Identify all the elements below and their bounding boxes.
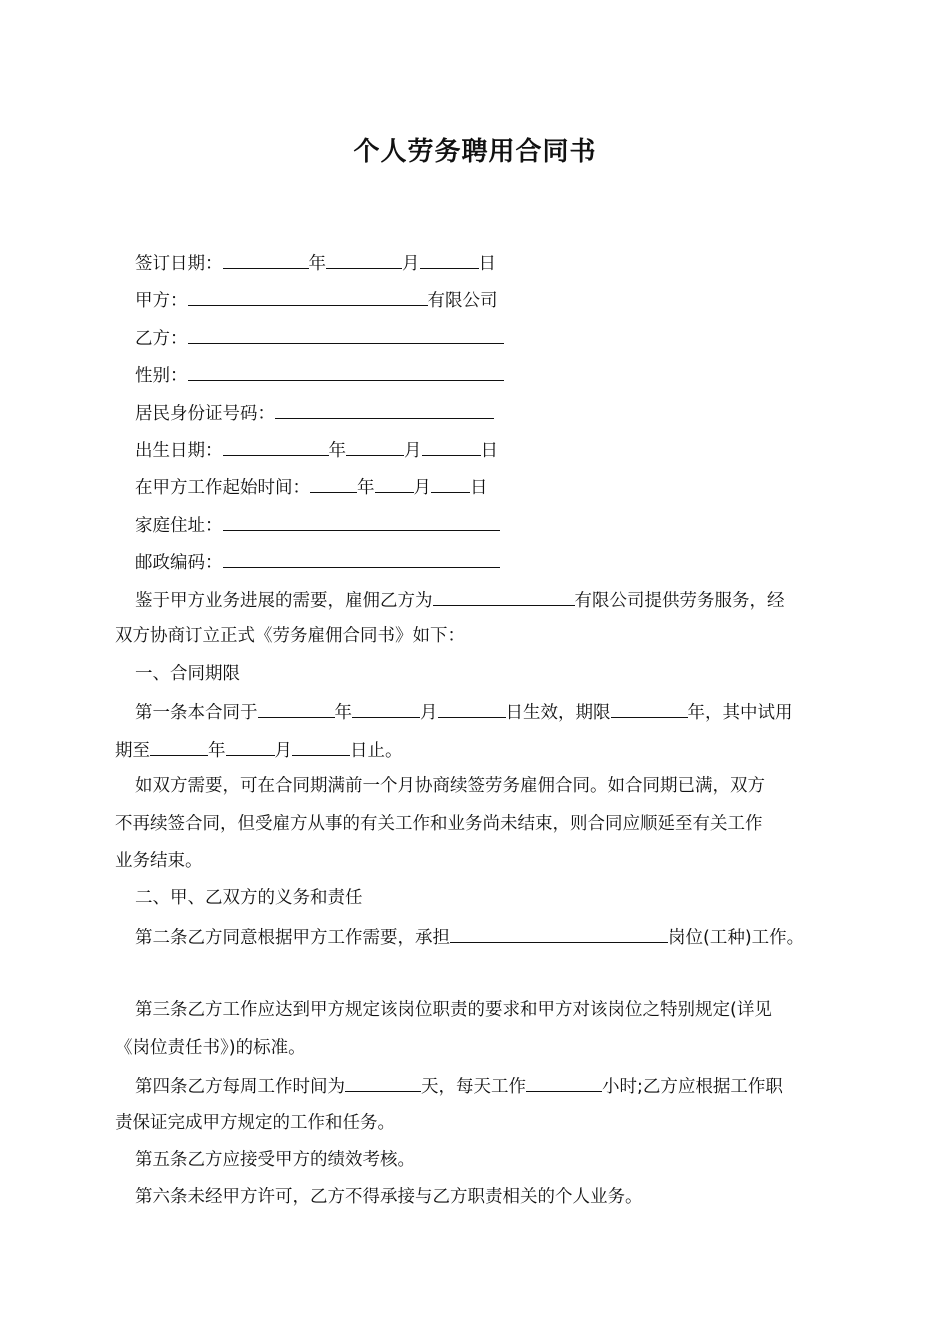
article-4-text: 小时;乙方应根据工作职 <box>602 1077 783 1097</box>
year-label: 年 <box>357 478 375 498</box>
address-line <box>135 511 500 539</box>
work-start-year-blank[interactable] <box>310 473 357 493</box>
sign-date-month-blank[interactable] <box>326 249 402 269</box>
company-blank[interactable] <box>433 586 575 606</box>
month-label: 月 <box>413 478 431 498</box>
gender-label: 性别： <box>135 366 188 386</box>
section-heading-duties: 二、甲、乙双方的义务和责任 <box>135 888 363 908</box>
party-a-label: 甲方： <box>135 291 188 311</box>
sign-date-line <box>135 249 496 277</box>
article-1-text: 第一条本合同于 <box>135 703 258 723</box>
party-a-line <box>135 286 498 314</box>
intro-line-1 <box>135 586 785 614</box>
effective-day-blank[interactable] <box>438 698 506 718</box>
birth-date-line <box>135 436 498 464</box>
article-1-text: 期至 <box>115 741 150 761</box>
article-4-text: 天，每天工作 <box>421 1077 526 1097</box>
month-label: 月 <box>402 254 420 274</box>
effective-month-blank[interactable] <box>352 698 420 718</box>
party-a-blank[interactable] <box>188 286 428 306</box>
article-4-line-1 <box>135 1072 783 1100</box>
year-label: 年 <box>334 703 352 723</box>
postcode-blank[interactable] <box>223 548 500 568</box>
birth-date-month-blank[interactable] <box>346 436 404 456</box>
article-5: 第五条乙方应接受甲方的绩效考核。 <box>135 1150 415 1170</box>
id-number-blank[interactable] <box>275 399 494 419</box>
article-1-text: 日生效，期限 <box>505 703 611 723</box>
work-days-blank[interactable] <box>345 1072 421 1092</box>
address-label: 家庭住址： <box>135 516 223 536</box>
party-b-line <box>135 324 504 352</box>
article-2-text: 岗位(工种)工作。 <box>668 928 805 948</box>
document-title: 个人劳务聘用合同书 <box>353 137 597 167</box>
term-years-blank[interactable] <box>611 698 688 718</box>
month-label: 月 <box>404 441 422 461</box>
section-heading-term: 一、合同期限 <box>135 664 240 684</box>
postcode-label: 邮政编码： <box>135 553 223 573</box>
article-1-text: 年，其中试用 <box>687 703 793 723</box>
article-4-text: 第四条乙方每周工作时间为 <box>135 1077 345 1097</box>
sign-date-label: 签订日期： <box>135 254 223 274</box>
party-a-suffix: 有限公司 <box>427 291 498 311</box>
intro-text-2: 有限公司提供劳务服务，经 <box>574 591 785 611</box>
gender-blank[interactable] <box>188 361 504 381</box>
work-start-line <box>135 473 488 501</box>
work-start-label: 在甲方工作起始时间： <box>135 478 310 498</box>
day-label: 日 <box>470 478 488 498</box>
intro-text-1: 鉴于甲方业务进展的需要，雇佣乙方为 <box>135 591 433 611</box>
id-number-label: 居民身份证号码： <box>135 404 275 424</box>
year-label: 年 <box>308 254 326 274</box>
work-start-month-blank[interactable] <box>375 473 414 493</box>
birth-date-day-blank[interactable] <box>422 436 481 456</box>
month-label: 月 <box>274 741 292 761</box>
article-3-line-2: 《岗位责任书》)的标准。 <box>115 1038 306 1058</box>
year-label: 年 <box>328 441 346 461</box>
effective-year-blank[interactable] <box>258 698 335 718</box>
article-1-line-1 <box>135 698 793 726</box>
day-label: 日 <box>478 254 496 274</box>
position-blank[interactable] <box>450 923 668 943</box>
article-2-line <box>135 923 804 951</box>
work-start-day-blank[interactable] <box>431 473 470 493</box>
birth-date-label: 出生日期： <box>135 441 223 461</box>
birth-date-year-blank[interactable] <box>223 436 329 456</box>
sign-date-day-blank[interactable] <box>420 249 479 269</box>
address-blank[interactable] <box>223 511 500 531</box>
probation-month-blank[interactable] <box>226 736 275 756</box>
article-1-text: 日止。 <box>350 741 403 761</box>
probation-day-blank[interactable] <box>292 736 350 756</box>
article-3-line-1: 第三条乙方工作应达到甲方规定该岗位职责的要求和甲方对该岗位之特别规定(详见 <box>135 1000 772 1020</box>
id-number-line <box>135 399 494 427</box>
day-label: 日 <box>480 441 498 461</box>
article-4-line-2: 责保证完成甲方规定的工作和任务。 <box>115 1113 395 1133</box>
party-b-blank[interactable] <box>188 324 504 344</box>
renewal-line-1: 如双方需要，可在合同期满前一个月协商续签劳务雇佣合同。如合同期已满，双方 <box>135 776 765 796</box>
probation-year-blank[interactable] <box>150 736 208 756</box>
postcode-line <box>135 548 500 576</box>
renewal-line-3: 业务结束。 <box>115 851 203 871</box>
article-1-line-2 <box>115 736 403 764</box>
work-hours-blank[interactable] <box>526 1072 602 1092</box>
renewal-line-2: 不再续签合同，但受雇方从事的有关工作和业务尚未结束，则合同应顺延至有关工作 <box>115 814 763 834</box>
article-6: 第六条未经甲方许可，乙方不得承接与乙方职责相关的个人业务。 <box>135 1187 643 1207</box>
party-b-label: 乙方： <box>135 329 188 349</box>
year-label: 年 <box>208 741 226 761</box>
month-label: 月 <box>420 703 438 723</box>
gender-line <box>135 361 504 389</box>
sign-date-year-blank[interactable] <box>223 249 309 269</box>
intro-line-2: 双方协商订立正式《劳务雇佣合同书》如下： <box>115 626 465 646</box>
article-2-text: 第二条乙方同意根据甲方工作需要，承担 <box>135 928 450 948</box>
